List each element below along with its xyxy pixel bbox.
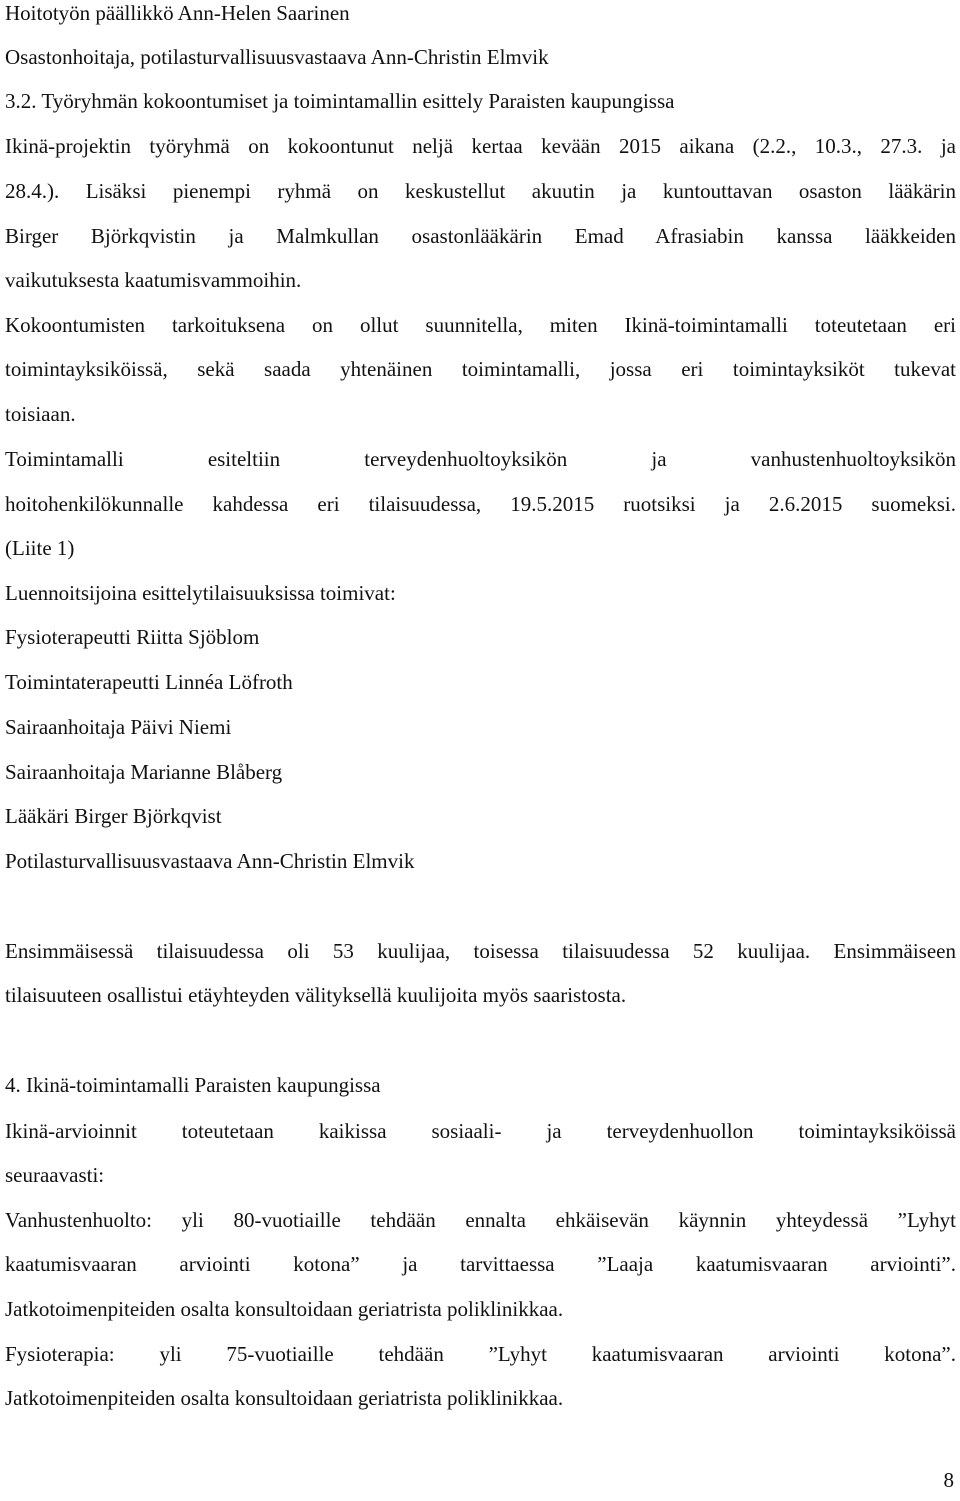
text-line: toisiaan.	[5, 402, 76, 426]
text-line: Fysioterapia: yli 75-vuotiaille tehdään ”Lyhyt kaatumisvaaran arviointi kotona”.	[5, 1342, 956, 1366]
list-item: Fysioterapeutti Riitta Sjöblom	[5, 625, 260, 649]
text-line: tilaisuuteen osallistui etäyhteyden välityksellä kuulijoita myös saaristosta.	[5, 983, 627, 1007]
page-number: 8	[943, 1468, 954, 1492]
text-line: Ikinä-projektin työryhmä on kokoontunut neljä kertaa kevään 2015 aikana (2.2., 10.3., 27.3. ja	[5, 134, 956, 158]
text-line: Osastonhoitaja, potilasturvallisuusvastaava Ann-Christin Elmvik	[5, 45, 549, 69]
text-line: Ensimmäisessä tilaisuudessa oli 53 kuulijaa, toisessa tilaisuudessa 52 kuulijaa. Ensimmäiseen	[5, 939, 956, 963]
text-line: Jatkotoimenpiteiden osalta konsultoidaan geriatrista poliklinikkaa.	[5, 1386, 564, 1410]
text-line: Jatkotoimenpiteiden osalta konsultoidaan geriatrista poliklinikkaa.	[5, 1297, 564, 1321]
text-line: Ikinä-arvioinnit toteutetaan kaikissa sosiaali- ja terveydenhuollon toimintayksiköissä	[5, 1119, 956, 1143]
list-item: Lääkäri Birger Björkqvist	[5, 804, 222, 828]
text-line: Toimintamalli esiteltiin terveydenhuoltoyksikön ja vanhustenhuoltoyksikön	[5, 447, 956, 471]
text-line: kaatumisvaaran arviointi kotona” ja tarvittaessa ”Laaja kaatumisvaaran arviointi”.	[5, 1252, 956, 1276]
text-line: hoitohenkilökunnalle kahdessa eri tilaisuudessa, 19.5.2015 ruotsiksi ja 2.6.2015 suomeksi.	[5, 492, 956, 516]
section-heading: 3.2. Työryhmän kokoontumiset ja toimintamallin esittely Paraisten kaupungissa	[5, 89, 675, 113]
list-item: Sairaanhoitaja Marianne Blåberg	[5, 760, 283, 784]
text-line: (Liite 1)	[5, 536, 75, 560]
text-line: toimintayksiköissä, sekä saada yhtenäinen toimintamalli, jossa eri toimintayksiköt tukevat	[5, 357, 956, 381]
text-line: Hoitotyön päällikkö Ann-Helen Saarinen	[5, 1, 350, 25]
text-line: Kokoontumisten tarkoituksena on ollut suunnitella, miten Ikinä-toimintamalli toteutetaan eri	[5, 313, 956, 337]
section-heading: 4. Ikinä-toimintamalli Paraisten kaupungissa	[5, 1073, 381, 1097]
text-line: Luennoitsijoina esittelytilaisuuksissa toimivat:	[5, 581, 396, 605]
text-line: Birger Björkqvistin ja Malmkullan osastonlääkärin Emad Afrasiabin kanssa lääkkeiden	[5, 224, 956, 248]
list-item: Sairaanhoitaja Päivi Niemi	[5, 715, 232, 739]
text-line: seuraavasti:	[5, 1163, 105, 1187]
list-item: Potilasturvallisuusvastaava Ann-Christin Elmvik	[5, 849, 415, 873]
text-line: vaikutuksesta kaatumisvammoihin.	[5, 268, 302, 292]
list-item: Toimintaterapeutti Linnéa Löfroth	[5, 670, 293, 694]
text-line: 28.4.). Lisäksi pienempi ryhmä on keskustellut akuutin ja kuntouttavan osaston lääkärin	[5, 179, 956, 203]
text-line: Vanhustenhuolto: yli 80-vuotiaille tehdään ennalta ehkäisevän käynnin yhteydessä ”Lyhyt	[5, 1208, 956, 1232]
